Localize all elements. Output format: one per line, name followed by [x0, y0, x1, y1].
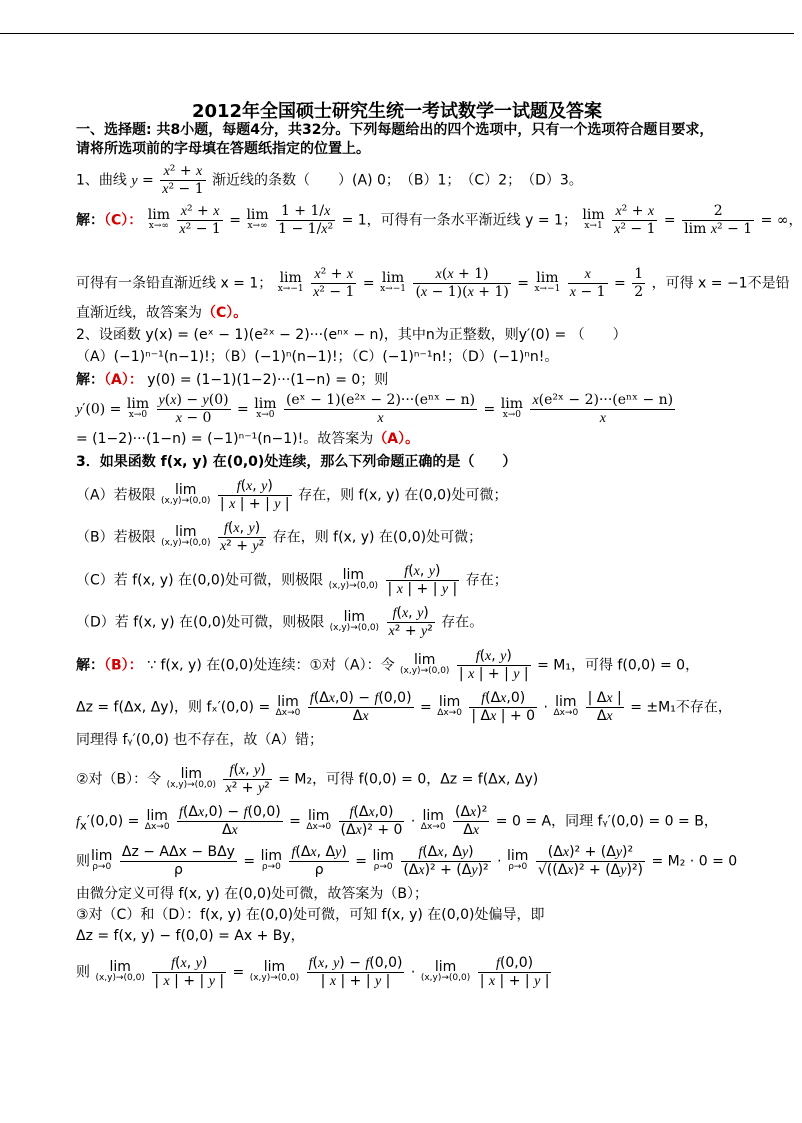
- q3-c3-head: 则: [76, 964, 90, 981]
- q2-solution-line2: y′(0) = lim x→0 $\frac{y(x) - y(0)}{x - 0}$ = lim x→0 $\frac{\text{(eˣ − 1)(e²ˣ − 2)···(eⁿˣ − n)}}{x}$ = lim x→0 $\frac{\text{x(e²ˣ − 2)···(eⁿˣ − n)}}{x}$: [76, 392, 674, 426]
- q3-a2-tail: = ±M₁不存在，: [630, 699, 732, 716]
- q1-fraction: $\frac{\text{x² + x}}{\text{x² − 1}}$: [162, 163, 204, 197]
- q2-answer: （A）：: [104, 372, 143, 388]
- q1-line1-tail: = 1，可得有一条水平渐近线 y = 1；: [341, 212, 577, 229]
- q3-option-d-pre: （D）若 f(x, y) 在(0,0)处可微，则极限: [76, 614, 325, 631]
- q3-answer: （B）：: [104, 657, 143, 674]
- q3-b1-tail: = M₂，可得 f(0,0) = 0，Δz = f(Δx, Δy): [278, 771, 539, 788]
- q1-stem: 1、曲线 y = $\frac{\text{x² + x}}{\text{x² − 1}}$ 渐近线的条数（ ）(A) 0； （B）1； （C）2； （D）3。: [76, 163, 583, 197]
- q2-last: = (1−2)···(1−n) = (−1)ⁿ⁻¹(n−1)!。故答案为: [76, 431, 374, 447]
- q2-answer-label: 解：: [76, 372, 104, 388]
- q1-prefix: 1、曲线: [76, 172, 127, 189]
- q1-line3-answer: （C）。: [202, 305, 248, 321]
- q3-solution-line9: Δz = f(x, y) − f(0,0) = Ax + By，: [76, 928, 305, 944]
- q2-stem: 2、设函数 y(x) = (eˣ − 1)(e²ˣ − 2)···(eⁿˣ − n)，其中n为正整数，则y′(0) = （ ）: [76, 327, 627, 343]
- q2-solution-line3: [76, 430, 726, 449]
- q3-stem: 3．如果函数 f(x, y) 在(0,0)处连续，那么下列命题正确的是（ ）: [76, 454, 517, 470]
- q2-options: （A）(−1)ⁿ⁻¹(n−1)!；（B）(−1)ⁿ(n−1)!；（C）(−1)ⁿ⁻¹n!；（D）(−1)ⁿn!。: [76, 349, 559, 365]
- q2-last-answer: （A）。: [373, 431, 420, 447]
- q3-option-d: （D）若 f(x, y) 在(0,0)处可微，则极限 lim (x,y)→(0,0) $\frac{f(x, y)}{\text{x² + y²}}$ 存在。: [76, 605, 484, 639]
- q3-b2-tail: = 0 = A，同理 fᵧ′(0,0) = 0 = B，: [495, 813, 718, 830]
- q3-solution-line2: Δz = f(Δx, Δy)，则 fₓ′(0,0) = lim Δx→0 $\frac{f(\Delta x,0) - f(0,0)}{\Delta x}$ = lim Δx→0 $\frac{f(\Delta x,0)}{| \Delta x | + 0}$ · lim Δx→0 $\frac{| \Delta x |}{\Delta x}$ = ±M₁不存在，: [76, 690, 732, 724]
- q3-option-b-post: 存在，则 f(x, y) 在(0,0)处可微；: [272, 529, 483, 546]
- q1-line2-head: 可得有一条铅直渐近线 x = 1；: [76, 275, 273, 292]
- q3-option-a-post: 存在，则 f(x, y) 在(0,0)处可微；: [298, 487, 508, 504]
- q3-a2-head: Δz = f(Δx, Δy)，则 fₓ′(0,0) =: [76, 699, 271, 716]
- q3-solution-line10: 则 lim (x,y)→(0,0) $\frac{f(x, y)}{| x | + | y |}$ = lim (x,y)→(0,0) $\frac{f(x, y) - f(0,0)}{| x | + | y |}$ · lim (x,y)→(0,0) $\frac{f(0,0)}{| x | + | y |}$: [76, 955, 550, 989]
- q1-solution-line3: [76, 304, 726, 323]
- q3-b3-tail: = M₂ · 0 = 0: [651, 853, 738, 870]
- q1-line2-tail: ，可得 x = −1不是铅: [651, 275, 790, 292]
- q3-solution-line3: 同理得 fᵧ′(0,0) 也不存在，故（A）错；: [76, 732, 323, 748]
- q1-line1-tail2: = ∞，: [760, 212, 802, 229]
- q3-b1: ②对（B）：令: [76, 771, 162, 788]
- q3-option-b-pre: （B）若极限: [76, 529, 156, 546]
- page-title: 2012年全国硕士研究生统一考试数学一试题及答案: [191, 101, 603, 122]
- q3-solution-line7: 由微分定义可得 f(x, y) 在(0,0)处可微，故答案为（B）；: [76, 886, 429, 902]
- section-intro: [76, 121, 726, 159]
- q3-option-b: （B）若极限 lim (x,y)→(0,0) $\frac{f(x, y)}{\text{x² + y²}}$ 存在，则 f(x, y) 在(0,0)处可微；: [76, 520, 483, 554]
- q1-answer: （C）：: [104, 212, 143, 229]
- q1-solution-line1: 解：（C）： lim x→∞ $\frac{\text{x² + x}}{\text{x² − 1}}$ = lim x→∞ $\frac{1 + 1/x}{\text{1 − 1/x²}}$ = 1，可得有一条水平渐近线 y = 1； lim x→1 $\frac{\text{x² + x}}{\text{x² − 1}}$ = $\frac{2}{\text{lim x² − 1}}$ = ∞，: [76, 203, 802, 237]
- q3-option-d-post: 存在。: [441, 614, 484, 631]
- q2-answer-text: y(0) = (1−1)(1−2)···(1−n) = 0；则: [147, 372, 389, 388]
- q3-b3-head: 则: [76, 853, 90, 870]
- q1-answer-label: 解：: [76, 212, 104, 229]
- q3-answer-label: 解：: [76, 657, 104, 674]
- q3-option-c-pre: （C）若 f(x, y) 在(0,0)处可微，则极限: [76, 572, 324, 589]
- q3-option-c: （C）若 f(x, y) 在(0,0)处可微，则极限 lim (x,y)→(0,0) $\frac{f(x, y)}{| x | + | y |}$ 存在；: [76, 563, 508, 597]
- q3-option-c-post: 存在；: [465, 572, 508, 589]
- q1-line3: 直渐近线，故答案为: [76, 305, 202, 321]
- q3-a1: ∵ f(x, y) 在(0,0)处连续：①对（A）：令: [147, 657, 395, 674]
- intro-line-1: 一、选择题: 共8小题，每题4分，共32分。下列每题给出的四个选项中，只有一个选项符合题目要求，: [76, 122, 714, 138]
- q3-solution-line4: ②对（B）：令 lim (x,y)→(0,0) $\frac{f(x, y)}{\text{x² + y²}}$ = M₂，可得 f(0,0) = 0，Δz = f(Δx, Δy): [76, 762, 539, 796]
- q2-solution-line1: [76, 371, 726, 390]
- header-rule: [0, 33, 794, 34]
- q3-option-a-pre: （A）若极限: [76, 487, 156, 504]
- q3-option-a: （A）若极限 lim (x,y)→(0,0) $\frac{f(x, y)}{| x | + | y |}$ 存在，则 f(x, y) 在(0,0)处可微；: [76, 478, 508, 512]
- q3-solution-line6: 则 lim ρ→0 $\frac{\text{Δz − AΔx − BΔy}}{\rho}$ = lim ρ→0 $\frac{f(\Delta x, \Delta y)}{\rho}$ = lim ρ→0 $\frac{f(\Delta x, \Delta y)}{\text{(Δx)² + (Δy)²}}$ · lim ρ→0 $\frac{\text{(Δx)² + (Δy)²}}{\text{√((Δx)² + (Δy)²)}}$ = M₂ · 0 = 0: [76, 844, 738, 878]
- q3-solution-line1: 解：（B）： ∵ f(x, y) 在(0,0)处连续：①对（A）：令 lim (x,y)→(0,0) $\frac{f(x, y)}{| x | + | y |}$ = M₁，可得 f(0,0) = 0，: [76, 648, 700, 682]
- intro-line-2: 请将所选项前的字母填在答题纸指定的位置上。: [76, 141, 370, 157]
- q1-suffix: 渐近线的条数（ ）(A) 0； （B）1； （C）2； （D）3。: [212, 172, 583, 189]
- q3-a1-tail: = M₁，可得 f(0,0) = 0，: [537, 657, 700, 674]
- q1-solution-line2: 可得有一条铅直渐近线 x = 1； lim x→−1 $\frac{\text{x² + x}}{\text{x² − 1}}$ = lim x→−1 $\frac{x(x + 1)}{(x - 1)(x + 1)}$ = lim x→−1 $\frac{x}{x - 1}$ = $\frac{1}{2}$ ，可得 x = −1不是铅: [76, 266, 790, 300]
- q3-solution-line8: ③对（C）和（D）：f(x, y) 在(0,0)处可微，可知 f(x, y) 在(0,0)处偏导，即: [76, 907, 545, 923]
- q3-solution-line5: $f_x'(0,0)$ = lim Δx→0 $\frac{f(\Delta x,0) - f(0,0)}{\Delta x}$ = lim Δx→0 $\frac{f(\Delta x,0)}{\text{(Δx)² + 0}}$ · lim Δx→0 $\frac{\text{(Δx)²}}{\Delta x}$ = 0 = A，同理 fᵧ′(0,0) = 0 = B，: [76, 804, 718, 838]
